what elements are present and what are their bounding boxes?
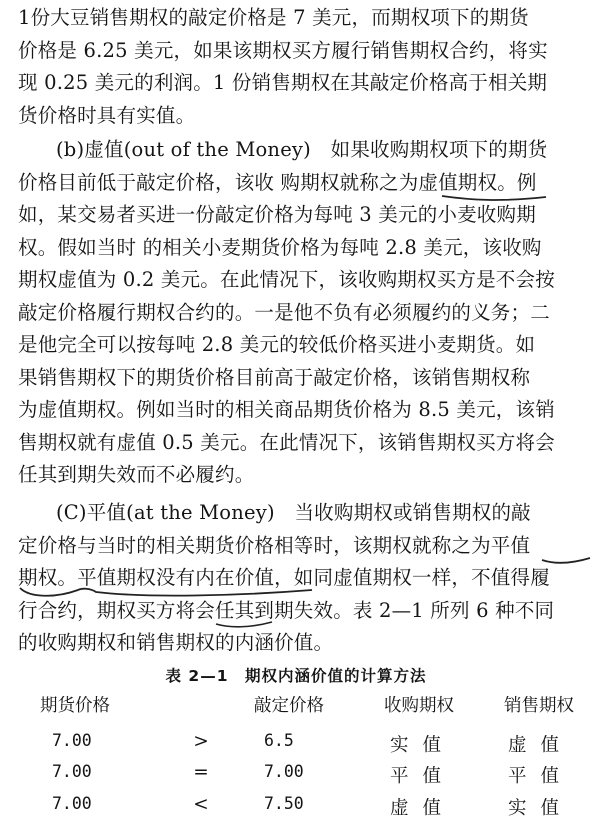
text-line: 任其到期失效而不必履约。	[18, 463, 255, 486]
table-header-row	[0, 692, 592, 724]
text-line: 货价格时具有实值。	[18, 103, 196, 127]
text-line: 敲定价格履行期权合约的。一是他不负有必须履约的义务；二	[18, 300, 550, 324]
text-line: 为虚值期权。例如当时的相关商品期货价格为 8.5 美元，该销	[18, 398, 555, 421]
put-value-cell: 平值	[508, 766, 574, 787]
header-put-option: 销售期权	[504, 696, 574, 716]
comparison-symbol: >	[193, 731, 209, 752]
header-call-option: 收购期权	[384, 696, 454, 716]
text-line: 行合约，期权买方将会任其到期失效。表 2—1 所列 6 种不同	[18, 598, 555, 622]
futures-price-cell: 7.00	[52, 794, 92, 813]
text-line: 期权。平值期权没有内在价值，如同虚值期权一样，不值得履	[18, 566, 550, 589]
table-title: 表 2—1 期权内涵价值的计算方法	[165, 667, 427, 685]
text-line: 是他完全可以按每吨 2.8 美元的较低价格买进小麦期货。如	[18, 333, 536, 356]
text-line: 定价格与当时的相关期货价格相等时，该期权就称之为平值	[18, 533, 531, 557]
strike-price-cell: 6.5	[264, 731, 294, 750]
futures-price-cell: 7.00	[52, 762, 92, 781]
text-line: 售期权就有虚值 0.5 美元。在此情况下，该销售期权买方将会	[18, 430, 555, 454]
put-value-cell: 实值	[508, 798, 574, 819]
table-row	[0, 762, 592, 794]
strike-price-cell: 7.00	[264, 762, 304, 781]
futures-price-cell: 7.00	[52, 731, 92, 750]
call-value-cell: 平值	[390, 766, 456, 787]
text-line: 如，某交易者买进一份敲定价格为每吨 3 美元的小麦收购期	[18, 203, 536, 226]
call-value-cell: 虚值	[390, 798, 456, 819]
header-strike-price: 敲定价格	[254, 696, 324, 716]
paragraph-at-the-money	[18, 497, 584, 660]
header-futures-price: 期货价格	[40, 696, 110, 716]
text-line: 权。假如当时 的相关小麦期货价格为每吨 2.8 美元，该收购	[18, 235, 542, 259]
section-heading-line: (C)平值(at the Money) 当收购期权或销售期权的敲	[56, 501, 531, 524]
call-value-cell: 实值	[390, 735, 456, 756]
text-line: 价格目前低于敲定价格，该收 购期权就称之为虚值期权。例	[18, 170, 537, 194]
text-line: 的收购期权和销售期权的内涵价值。	[18, 631, 334, 654]
strike-price-cell: 7.50	[264, 794, 304, 813]
paragraph-out-of-the-money	[18, 134, 584, 492]
put-value-cell: 虚值	[508, 735, 574, 756]
paragraph-put-option-in-the-money	[18, 2, 584, 132]
text-line: 价格是 6.25 美元，如果该期权买方履行销售期权合约，将实	[18, 38, 548, 62]
text-line: 1份大豆销售期权的敲定价格是 7 美元，而期权项下的期货	[18, 6, 529, 29]
text-line: 现 0.25 美元的利润。1 份销售期权在其敲定价格高于相关期	[18, 71, 548, 94]
text-line: 果销售期权下的期货价格目前高于敲定价格，该销售期权称	[18, 365, 531, 389]
text-line: 期权虚值为 0.2 美元。在此情况下，该收购期权买方是不会按	[18, 268, 555, 291]
comparison-symbol: =	[193, 762, 209, 783]
comparison-symbol: <	[193, 794, 209, 815]
section-heading-line: (b)虚值(out of the Money) 如果收购期权项下的期货	[56, 138, 548, 161]
table-row	[0, 794, 592, 826]
table-row	[0, 731, 592, 763]
